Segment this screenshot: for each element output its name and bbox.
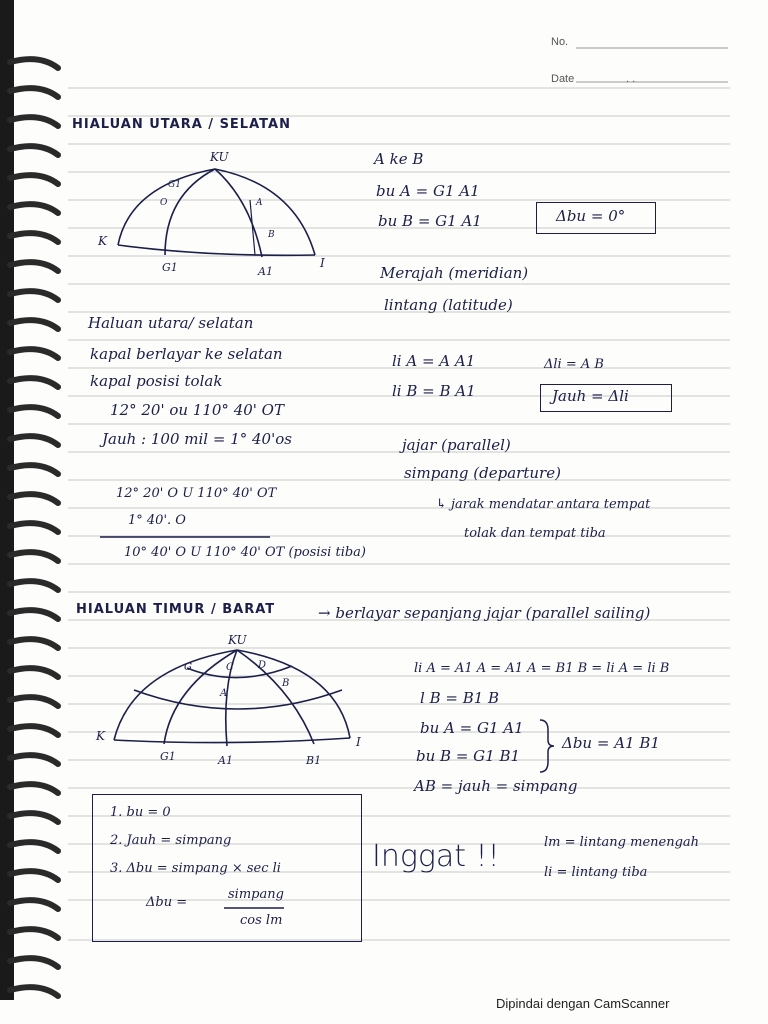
spiral-ring	[10, 465, 58, 474]
spiral-ring	[10, 581, 58, 590]
rule-3: 3. Δbu = simpang × sec li	[110, 861, 281, 876]
diagram1-label-b: B	[268, 230, 275, 240]
jajar-text: jajar (parallel)	[402, 436, 511, 454]
lm-note: lm = lintang menengah	[544, 835, 700, 850]
note-2: kapal berlayar ke selatan	[90, 345, 283, 363]
spiral-ring	[10, 378, 58, 387]
simpang-text: simpang (departure)	[404, 464, 561, 482]
s2-eq1: li A = A1 A = A1 A = B1 B = li A = li B	[414, 661, 670, 676]
jarak-line-1: ↳ jarak mendatar antara tempat	[436, 497, 651, 512]
rule-1: 1. bu = 0	[110, 805, 171, 820]
spiral-ring	[10, 639, 58, 648]
s2-eq2: l B = B1 B	[420, 689, 500, 707]
section2-title-rest: → berlayar sepanjang jajar (parallel sailing)	[318, 604, 651, 622]
spiral-binding	[0, 0, 70, 1000]
s1-box-jauh: Jauh = Δli	[552, 387, 629, 405]
spiral-ring	[10, 552, 58, 561]
lintang-text: lintang (latitude)	[384, 296, 513, 314]
hemisphere-diagram-2	[92, 628, 382, 778]
calc-line-3: 10° 40' O U 110° 40' OT (posisi tiba)	[124, 545, 366, 560]
frac-lhs: Δbu =	[146, 895, 188, 910]
diagram2-label-k: K	[96, 729, 105, 743]
spiral-ring	[10, 726, 58, 735]
spiral-ring	[10, 349, 58, 358]
li-note: li = lintang tiba	[544, 865, 648, 880]
spiral-ring	[10, 320, 58, 329]
spiral-ring	[10, 175, 58, 184]
diagram1-label-o: O	[160, 198, 168, 208]
spiral-ring	[10, 291, 58, 300]
merajah-text: Merajah (meridian)	[380, 264, 529, 282]
spiral-ring	[10, 958, 58, 967]
hemisphere-diagram-1	[90, 145, 340, 285]
s1-eq1: A ke B	[374, 150, 424, 168]
diagram2-label-c: C	[226, 662, 234, 673]
s2-eq5: AB = jauh = simpang	[414, 777, 578, 795]
spiral-ring	[10, 929, 58, 938]
section2-title: HIALUAN TIMUR / BARAT	[76, 602, 276, 617]
fraction-bar	[224, 906, 288, 910]
calc-line-2: 1° 40'. O	[128, 513, 186, 528]
spiral-ring	[10, 523, 58, 532]
diagram1-label-a: A	[256, 198, 263, 208]
spiral-ring	[10, 697, 58, 706]
s1-eq2: bu A = G1 A1	[376, 182, 480, 200]
diagram1-label-i: I	[320, 256, 325, 270]
pos-1: 12° 20' ou 110° 40' OT	[110, 401, 284, 419]
frac-denominator: cos lm	[240, 913, 283, 928]
diagram2-label-g: G	[184, 662, 192, 673]
spiral-ring	[10, 987, 58, 996]
spiral-ring	[10, 436, 58, 445]
s2-brace-eq: Δbu = A1 B1	[562, 734, 660, 752]
spiral-ring	[10, 146, 58, 155]
diagram1-label-a1: A1	[258, 265, 273, 278]
camscanner-footer: Dipindai dengan CamScanner	[496, 996, 670, 1011]
diagram2-label-i: I	[356, 735, 361, 749]
spiral-ring	[10, 204, 58, 213]
curly-brace	[536, 718, 556, 774]
diagram2-label-d: D	[258, 660, 267, 671]
li-b-text: li B = B A1	[392, 382, 476, 400]
note-3: kapal posisi tolak	[90, 372, 223, 390]
diagram2-label-a1: A1	[218, 754, 233, 767]
spiral-ring	[10, 871, 58, 880]
diagram2-label-b: B	[282, 678, 290, 689]
diagram1-label-ku: KU	[210, 150, 229, 164]
date-label: Date	[551, 73, 575, 85]
spiral-ring	[10, 494, 58, 503]
rule-2: 2. Jauh = simpang	[110, 833, 232, 848]
spiral-ring	[10, 755, 58, 764]
diagram2-label-a: A	[220, 688, 228, 699]
calc-underline	[100, 534, 280, 540]
date-dots: . .	[626, 73, 636, 85]
note-1: Haluan utara/ selatan	[88, 314, 254, 332]
diagram1-label-g1-small: G1	[168, 180, 181, 190]
spiral-ring	[10, 842, 58, 851]
jarak-line-2: tolak dan tempat tiba	[464, 526, 606, 541]
s1-eq3: bu B = G1 A1	[378, 212, 482, 230]
diagram2-label-b1: B1	[306, 754, 322, 767]
dli-text: Δli = A B	[544, 357, 604, 372]
inggat-text: Inggat !!	[372, 839, 500, 874]
s2-eq3: bu A = G1 A1	[420, 719, 524, 737]
spiral-ring	[10, 117, 58, 126]
spiral-ring	[10, 900, 58, 909]
spiral-ring	[10, 233, 58, 242]
jauh-text: Jauh : 100 mil = 1° 40'os	[102, 430, 292, 448]
spiral-ring	[10, 813, 58, 822]
no-label: No.	[551, 36, 569, 48]
frac-numerator: simpang	[228, 887, 284, 902]
section1-title: HIALUAN UTARA / SELATAN	[72, 117, 291, 132]
spiral-ring	[10, 88, 58, 97]
spiral-ring	[10, 668, 58, 677]
spiral-ring	[10, 59, 58, 68]
diagram2-label-g1: G1	[160, 750, 176, 763]
diagram1-label-k: K	[98, 234, 107, 248]
diagram1-label-g1: G1	[162, 261, 178, 274]
spiral-ring	[10, 262, 58, 271]
spiral-ring	[10, 610, 58, 619]
s1-box-eq: Δbu = 0°	[556, 207, 626, 225]
s2-eq4: bu B = G1 B1	[416, 747, 521, 765]
calc-line-1: 12° 20' O U 110° 40' OT	[116, 486, 277, 501]
spiral-ring	[10, 407, 58, 416]
li-a-text: li A = A A1	[392, 352, 476, 370]
spiral-ring	[10, 784, 58, 793]
diagram2-label-ku: KU	[228, 633, 247, 647]
